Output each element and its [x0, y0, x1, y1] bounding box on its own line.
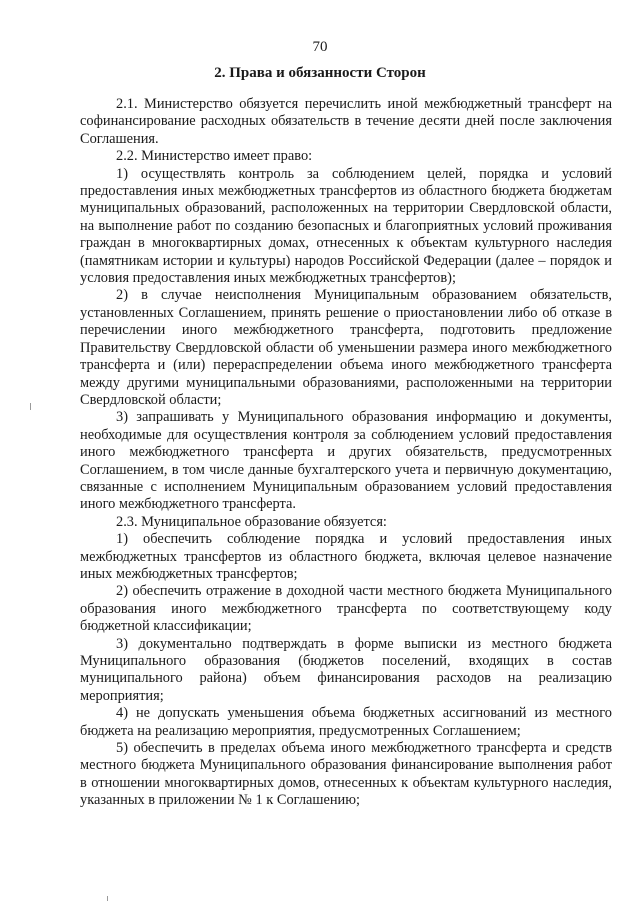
section-title: 2. Права и обязанности Сторон: [214, 65, 426, 81]
paragraph-2-3-item-2: 2) обеспечить отражение в доходной части местного бюджета Муниципального образования иного межбюджетного трансферта по соответствующему коду бюджетной классификации;: [80, 583, 612, 635]
paragraph-2-3-heading: 2.3. Муниципальное образование обязуется:: [116, 513, 387, 530]
paragraph-2-2-heading: 2.2. Министерство имеет право:: [116, 148, 313, 165]
paragraph-2-1: 2.1. Министерство обязуется перечислить иной межбюджетный трансферт на софинансирование расходных обязательств в течение десяти дней после заключения Соглашения.: [80, 96, 612, 147]
scan-mark: [107, 896, 108, 901]
scan-mark: [30, 403, 31, 410]
paragraph-2-2-item-2: 2) в случае неисполнения Муниципальным образованием обязательств, установленных Соглашением, принять решение о приостановлении либо об отказе в перечислении иного межбюджетного трансферта, подготовить предложение Правительству Свердловской области об уменьшении размера иного межбюджетного трансферта и (или) перераспределении объема иного межбюджетного трансферта между другими муниципальными образованиями, расположенными на территории Свердловской области;: [80, 287, 612, 408]
paragraph-2-2-item-1: 1) осуществлять контроль за соблюдением целей, порядка и условий предоставления иных межбюджетных трансфертов из областного бюджета бюджетам муниципальных образований, расположенных на территории Свердловской области, на выполнение работ по созданию безопасных и благоприятных условий проживания граждан в многоквартирных домах, отнесенных к объектам культурного наследия (памятникам истории и культуры) народов Российской Федерации (далее – порядок и условия предоставления иных межбюджетных трансфертов);: [80, 165, 612, 287]
paragraph-2-3-item-5: 5) обеспечить в пределах объема иного межбюджетного трансферта и средств местного бюджета Муниципального образования финансирование выполнения работ в отношении многоквартирных домов, отнесенных к объектам культурного наследия, указанных в приложении № 1 к Соглашению;: [80, 740, 612, 809]
paragraph-2-3-item-3: 3) документально подтверждать в форме выписки из местного бюджета Муниципального образования (бюджетов поселений, входящих в состав муниципального района) объем финансирования расходов на реализацию мероприятия;: [80, 635, 612, 704]
page-number: 70: [312, 39, 328, 55]
document-body: [80, 96, 612, 810]
paragraph-2-2-item-3: 3) запрашивать у Муниципального образования информацию и документы, необходимые для осуществления контроля за соблюдением условий предоставления иного межбюджетного трансферта и других обязательств, предусмотренных Соглашением, в том числе данные бухгалтерского учета и первичную документацию, связанные с исполнением Муниципальным образованием условий предоставления иного межбюджетного трансферта.: [80, 409, 612, 513]
paragraph-2-3-item-4: 4) не допускать уменьшения объема бюджетных ассигнований из местного бюджета на реализацию мероприятия, предусмотренных Соглашением;: [80, 705, 612, 739]
paragraph-2-3-item-1: 1) обеспечить соблюдение порядка и условий предоставления иных межбюджетных трансфертов из областного бюджета, включая целевое назначение иных межбюджетных трансфертов;: [80, 531, 612, 582]
